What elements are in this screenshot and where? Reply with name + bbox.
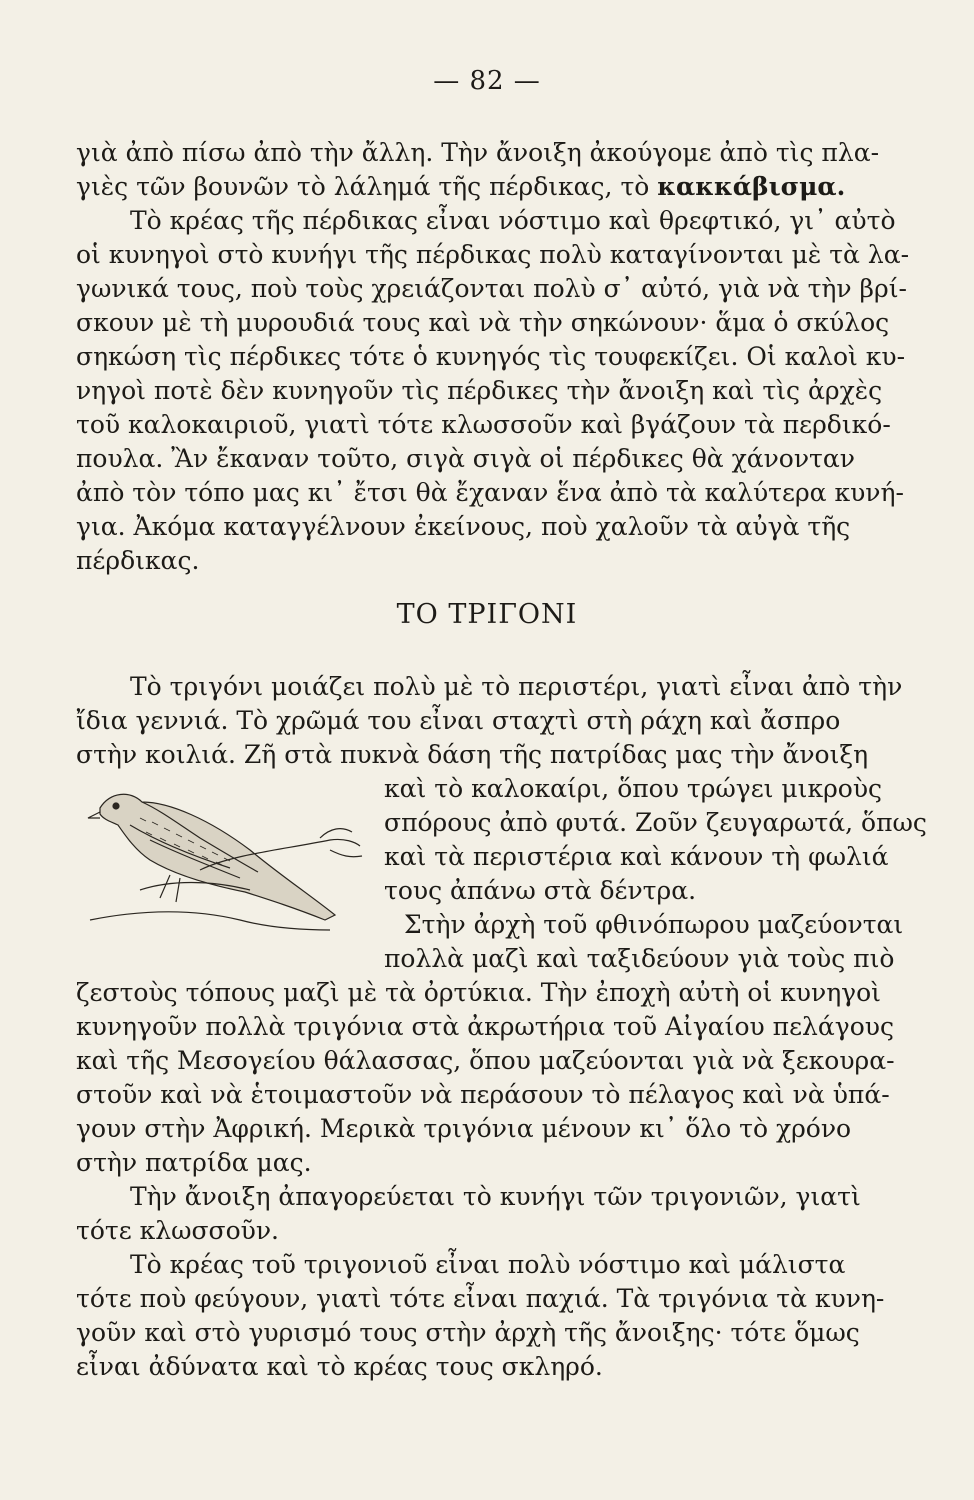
text-line: τους ἀπάνω στὰ δέντρα. (384, 876, 697, 905)
text-line: καὶ τὰ περιστέρια καὶ κάνουν τὴ φωλιά (384, 842, 889, 871)
text-line: πολλὰ μαζὶ καὶ ταξιδεύουν γιὰ τοὺς πιὸ (384, 944, 895, 973)
text-line (76, 170, 918, 204)
text-line: τοῦ καλοκαιριοῦ, γιατὶ τότε κλωσσοῦν καὶ βγάζουν τὰ περδικό- (76, 410, 891, 439)
text-line: Τὸ κρέας τῆς πέρδικας εἶναι νόστιμο καὶ θρεφτικό, γι᾽ αὐτὸ (130, 206, 896, 235)
text-line: για. Ἀκόμα καταγγέλνουν ἐκείνους, ποὺ χαλοῦν τὰ αὐγὰ τῆς (76, 512, 851, 541)
text-line: καὶ τῆς Μεσογείου θάλασσας, ὅπου μαζεύονται γιὰ νὰ ξεκουρα- (76, 1046, 895, 1075)
text-line: κυνηγοῦν πολλὰ τριγόνια στὰ ἀκρωτήρια τοῦ Αἰγαίου πελάγους (76, 1012, 894, 1041)
text-line: σηκώση τὶς πέρδικες τότε ὁ κυνηγός τὶς τουφεκίζει. Οἱ καλοὶ κυ- (76, 342, 906, 371)
text-line: γωνικά τους, ποὺ τοὺς χρειάζονται πολὺ σ᾽ αὐτό, γιὰ νὰ τὴν βρί- (76, 274, 907, 303)
text-line: πουλα. Ἂν ἔκαναν τοῦτο, σιγὰ σιγὰ οἱ πέρδικες θὰ χάνονταν (76, 444, 855, 473)
text-line: στὴν πατρίδα μας. (76, 1148, 312, 1177)
text-line: οἱ κυνηγοὶ στὸ κυνήγι τῆς πέρδικας πολὺ καταγίνονται μὲ τὰ λα- (76, 240, 910, 269)
text-line: Τὸ τριγόνι μοιάζει πολὺ μὲ τὸ περιστέρι, γιατὶ εἶναι ἀπὸ τὴν (130, 672, 903, 701)
page-number: — 82 — (433, 66, 541, 96)
text-line: γουν στὴν Ἀφρική. Μερικὰ τριγόνια μένουν κι᾽ ὅλο τὸ χρόνο (76, 1114, 852, 1143)
text-line: γιὰ ἀπὸ πίσω ἀπὸ τὴν ἄλλη. Τὴν ἄνοιξη ἀκούγομε ἀπὸ τὶς πλα- (76, 138, 880, 167)
text-line: τότε κλωσσοῦν. (76, 1216, 279, 1245)
bold-term: κακκάβισμα. (657, 172, 846, 201)
text-span: γιὲς τῶν βουνῶν τὸ λάλημά τῆς πέρδικας, τὸ (76, 172, 650, 201)
text-line: στὴν κοιλιά. Ζῆ στὰ πυκνὰ δάση τῆς πατρίδας μας τὴν ἄνοιξη (76, 740, 869, 769)
turtle-dove-illustration (80, 780, 380, 950)
text-line: στοῦν καὶ νὰ ἑτοιμαστοῦν νὰ περάσουν τὸ πέλαγος καὶ νὰ ὑπά- (76, 1080, 890, 1109)
text-line: πέρδικας. (76, 546, 200, 575)
section-heading: ΤΟ ΤΡΙΓΟΝΙ (396, 599, 578, 630)
text-line: σπόρους ἀπὸ φυτά. Ζοῦν ζευγαρωτά, ὅπως (384, 808, 927, 837)
text-line: ἴδια γεννιά. Τὸ χρῶμά του εἶναι σταχτὶ στὴ ράχη καὶ ἄσπρο (76, 706, 841, 735)
text-line: καὶ τὸ καλοκαίρι, ὅπου τρώγει μικροὺς (384, 774, 883, 803)
text-line: ἀπὸ τὸν τόπο μας κι᾽ ἔτσι θὰ ἔχαναν ἕνα ἀπὸ τὰ καλύτερα κυνή- (76, 478, 904, 507)
text-line: Τὴν ἄνοιξη ἀπαγορεύεται τὸ κυνήγι τῶν τριγονιῶν, γιατὶ (130, 1182, 861, 1211)
text-line: τότε ποὺ φεύγουν, γιατὶ τότε εἶναι παχιά. Τὰ τριγόνια τὰ κυνη- (76, 1284, 885, 1313)
text-line: Τὸ κρέας τοῦ τριγονιοῦ εἶναι πολὺ νόστιμο καὶ μάλιστα (130, 1250, 846, 1279)
text-line: εἶναι ἀδύνατα καὶ τὸ κρέας τους σκληρό. (76, 1352, 603, 1381)
text-line: γοῦν καὶ στὸ γυρισμό τους στὴν ἀρχὴ τῆς ἄνοιξης· τότε ὅμως (76, 1318, 860, 1347)
text-line: νηγοὶ ποτὲ δὲν κυνηγοῦν τὶς πέρδικες τὴν ἄνοιξη καὶ τὶς ἀρχὲς (76, 376, 883, 405)
text-line: σκουν μὲ τὴ μυρουδιά τους καὶ νὰ τὴν σηκώνουν· ἅμα ὁ σκύλος (76, 308, 890, 337)
text-line: Στὴν ἀρχὴ τοῦ φθινόπωρου μαζεύονται (404, 910, 904, 939)
text-line: ζεστοὺς τόπους μαζὶ μὲ τὰ ὀρτύκια. Τὴν ἐποχὴ αὐτὴ οἱ κυνηγοὶ (76, 978, 881, 1007)
